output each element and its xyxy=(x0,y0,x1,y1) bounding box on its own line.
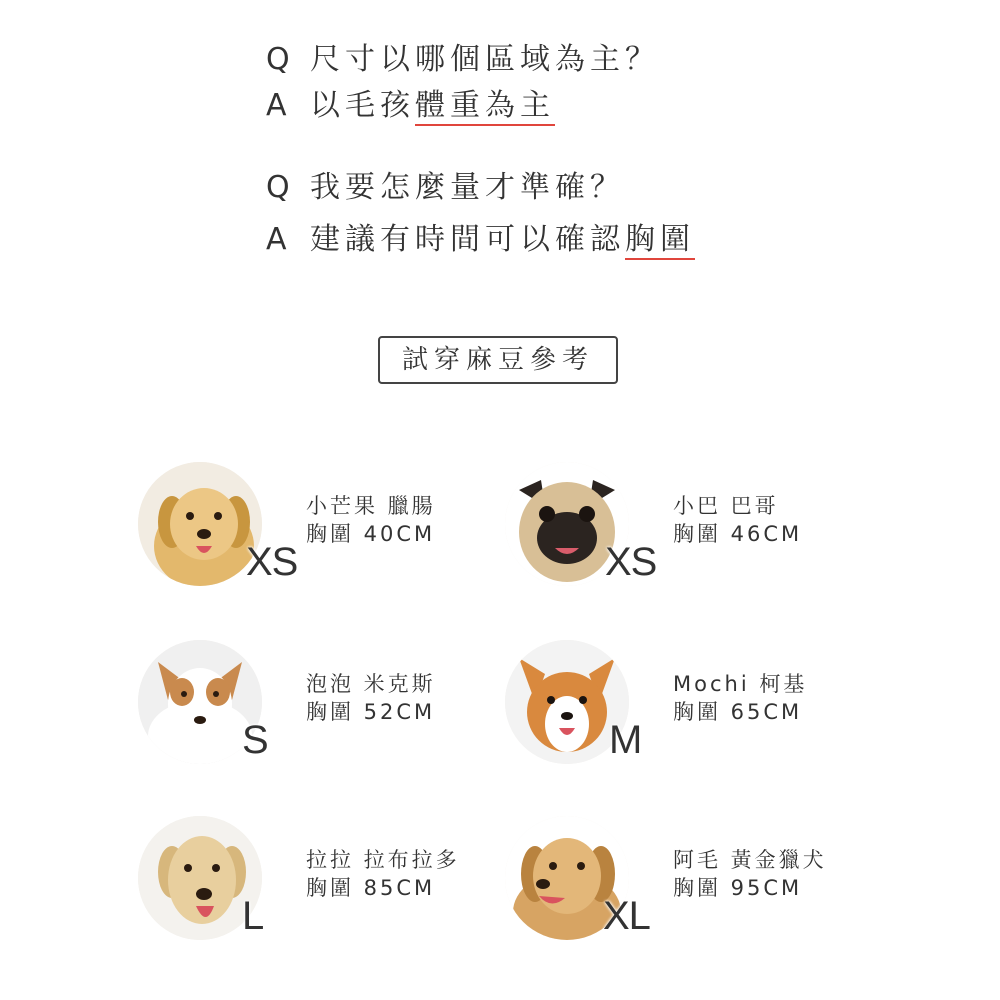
size-label: S xyxy=(242,718,268,762)
golden-puppy-icon xyxy=(138,462,262,586)
model-name: 小芒果 臘腸 xyxy=(306,494,436,518)
a-mark: A xyxy=(266,88,292,123)
model-name: Mochi 柯基 xyxy=(673,672,808,696)
model-card xyxy=(138,816,498,946)
faq-answer-2 xyxy=(266,220,695,260)
model-name: 泡泡 米克斯 xyxy=(306,672,436,696)
answer-text: 建議有時間可以確認 xyxy=(310,222,625,257)
faq-question-2 xyxy=(266,168,625,208)
answer-highlight: 胸圍 xyxy=(625,222,695,260)
model-chest: 胸圍 46CM xyxy=(673,522,803,546)
size-label: M xyxy=(609,718,642,762)
model-chest: 胸圍 95CM xyxy=(673,876,803,900)
faq-answer-1 xyxy=(266,86,555,126)
model-chest: 胸圍 85CM xyxy=(306,876,436,900)
model-chest: 胸圍 40CM xyxy=(306,522,436,546)
model-card xyxy=(505,640,865,770)
size-label: XL xyxy=(603,894,650,938)
a-mark: A xyxy=(266,222,292,257)
q-mark: Q xyxy=(266,42,295,77)
answer-text: 以毛孩 xyxy=(310,88,415,123)
q-mark: Q xyxy=(266,170,295,205)
model-chest: 胸圍 52CM xyxy=(306,700,436,724)
model-card xyxy=(138,462,498,592)
model-card xyxy=(138,640,498,770)
model-chest: 胸圍 65CM xyxy=(673,700,803,724)
model-card xyxy=(505,816,865,946)
question-text: 尺寸以哪個區域為主？ xyxy=(310,42,660,77)
answer-highlight: 體重為主 xyxy=(415,88,555,126)
question-text: 我要怎麼量才準確？ xyxy=(310,170,625,205)
size-label: L xyxy=(242,894,264,938)
size-label: XS xyxy=(605,540,657,584)
section-title: 試穿麻豆參考 xyxy=(378,336,618,384)
size-label: XS xyxy=(246,540,298,584)
faq-question-1 xyxy=(266,40,660,80)
model-card xyxy=(505,462,865,592)
model-name: 拉拉 拉布拉多 xyxy=(306,848,460,872)
model-name: 阿毛 黃金獵犬 xyxy=(673,848,827,872)
model-name: 小巴 巴哥 xyxy=(673,494,779,518)
